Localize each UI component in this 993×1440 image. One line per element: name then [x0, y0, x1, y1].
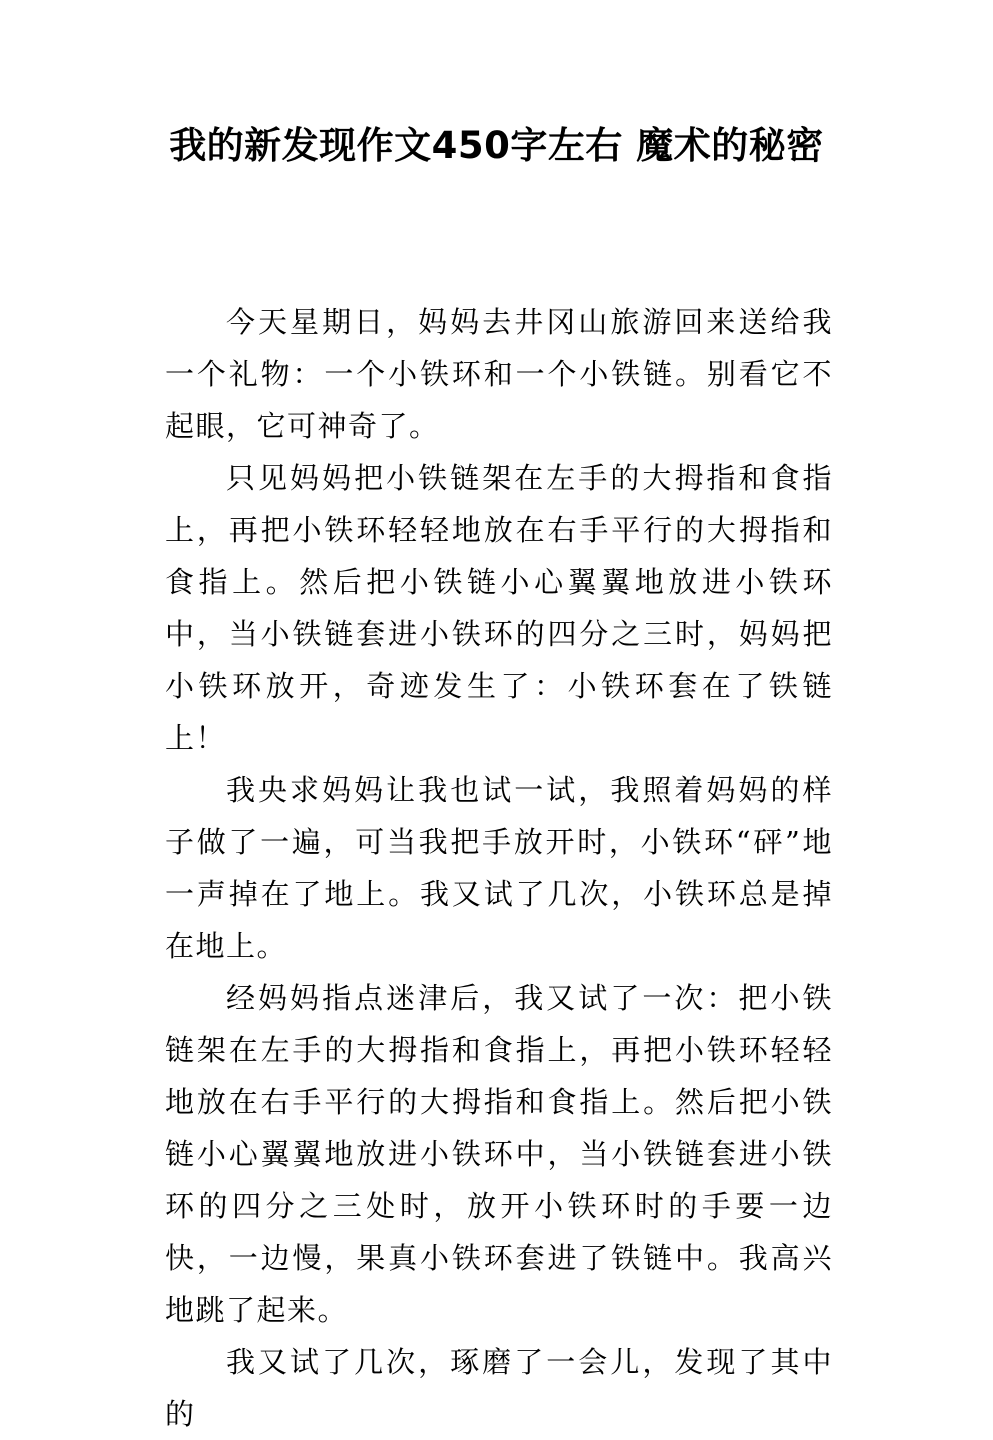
paragraph-1: 今天星期日，妈妈去井冈山旅游回来送给我一个礼物：一个小铁环和一个小铁链。别看它不起眼，它可神奇了。	[165, 305, 833, 443]
paragraph-4: 经妈妈指点迷津后，我又试了一次：把小铁链架在左手的大拇指和食指上，再把小铁环轻轻地放在右手平行的大拇指和食指上。然后把小铁链小心翼翼地放进小铁环中，当小铁链套进小铁环的四分之三处时，放开小铁环时的手要一边快，一边慢，果真小铁环套进了铁链中。我高兴地跳了起来。	[165, 981, 833, 1327]
paragraph-2: 只见妈妈把小铁链架在左手的大拇指和食指上，再把小铁环轻轻地放在右手平行的大拇指和食指上。然后把小铁链小心翼翼地放进小铁环中，当小铁链套进小铁环的四分之三时，妈妈把小铁环放开，奇迹发生了：小铁环套在了铁链上！	[165, 461, 833, 755]
paragraph-5: 我又试了几次，琢磨了一会儿，发现了其中的	[165, 1345, 833, 1431]
document-body	[165, 296, 833, 1440]
document-title: 我的新发现作文450字左右 魔术的秘密	[169, 124, 824, 167]
paragraph-3: 我央求妈妈让我也试一试，我照着妈妈的样子做了一遍，可当我把手放开时，小铁环“砰”地一声掉在了地上。我又试了几次，小铁环总是掉在地上。	[165, 773, 833, 963]
